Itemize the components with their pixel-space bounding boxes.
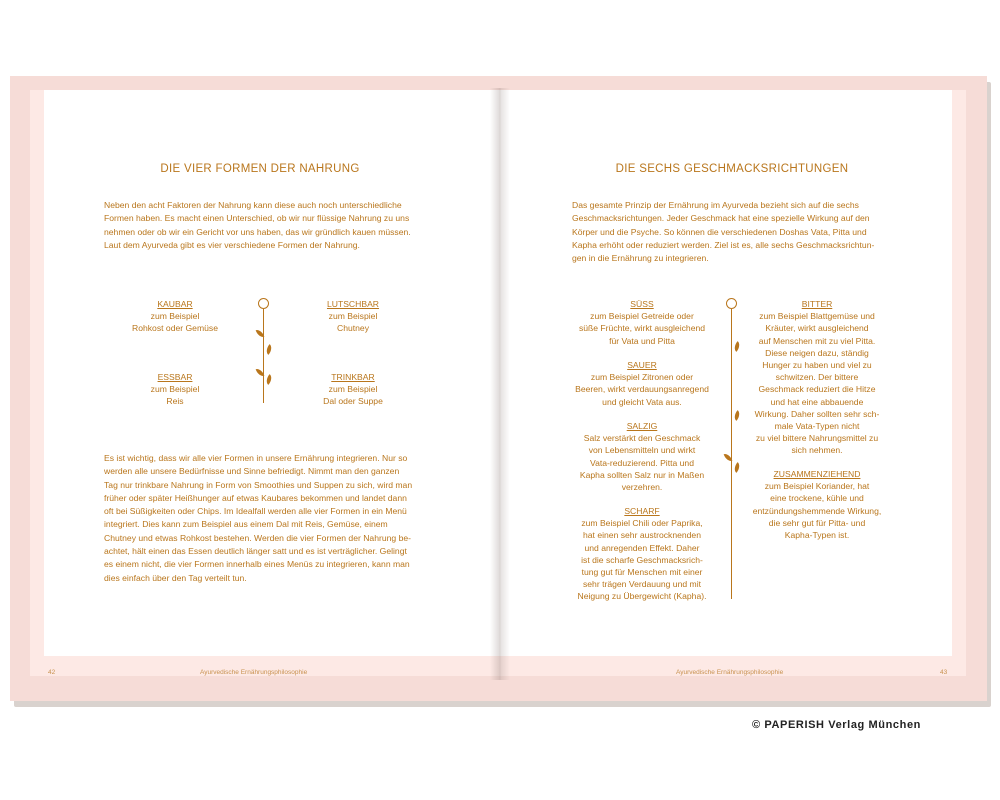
- taste-text: Kapha sollten Salz nur in Maßen: [579, 469, 705, 480]
- form-label: LUTSCHBAR: [326, 299, 380, 309]
- taste-text: Beeren, wirkt verdauungsanregend: [575, 384, 709, 395]
- taste-text: zum Beispiel Koriander, hat: [764, 481, 870, 492]
- left-heading: DIE VIER FORMEN DER NAHRUNG: [160, 163, 360, 175]
- taste-label: SÜSS: [630, 299, 654, 309]
- taste-text: zum Beispiel Getreide oder: [590, 311, 694, 322]
- text-line: Neben den acht Faktoren der Nahrung kann diese auch noch unterschiedliche: [104, 200, 402, 210]
- text-line: Chutney und etwas Rohkost bestehen. Werden die vier Formen der Nahrung be-: [104, 532, 411, 543]
- text-line: gen in die Ernährung zu integrieren.: [572, 253, 709, 264]
- taste-text: verzehren.: [621, 482, 663, 493]
- taste-text: hat einen sehr austrocknenden: [582, 530, 701, 541]
- taste-text: zum Beispiel Chili oder Paprika,: [581, 518, 703, 529]
- text-line: Kapha erhöht oder reduziert werden. Ziel ist es, alle sechs Geschmacksrichtun-: [572, 239, 875, 250]
- form-kaubar: [105, 298, 245, 335]
- taste-zusammenziehend: [738, 468, 896, 541]
- taste-text: ist die scharfe Geschmacksrich-: [581, 554, 703, 565]
- stem-circle-icon: [726, 298, 737, 309]
- text-line: es einem nicht, die vier Formen innerhalb eines Menüs zu integrieren, kann man: [104, 559, 410, 570]
- taste-bitter: [738, 298, 896, 457]
- taste-text: eine trockene, kühle und: [770, 493, 864, 504]
- taste-text: Diese neigen dazu, ständig: [765, 347, 869, 358]
- text-line: Körper und die Psyche. So können die verschiedenen Doshas Vata, Pitta und: [572, 226, 867, 237]
- taste-text: tung gut für Menschen mit einer: [581, 567, 703, 578]
- text-line: früher oder später Heißhunger auf etwas Kaubares bekommen und landet dann: [104, 492, 407, 503]
- book-gutter: [490, 88, 510, 680]
- form-text: zum Beispiel: [150, 384, 200, 395]
- taste-label: BITTER: [801, 299, 833, 309]
- taste-text: und gleicht Vata aus.: [602, 396, 682, 407]
- form-text: zum Beispiel: [328, 311, 378, 322]
- text-line: oft bei Süßigkeiten oder Chips. Im Idealfall werden alle vier Formen in ein Menü: [104, 506, 407, 517]
- taste-text: male Vata-Typen nicht: [774, 421, 860, 432]
- form-text: Chutney: [336, 323, 369, 334]
- taste-text: Kapha-Typen ist.: [784, 530, 850, 541]
- left-body: [104, 452, 416, 585]
- taste-text: von Lebensmitteln und wirkt: [588, 445, 696, 456]
- taste-text: und hat eine abbauende: [770, 396, 864, 407]
- left-intro: [104, 199, 416, 252]
- taste-label: SAUER: [627, 360, 657, 370]
- text-line: Formen haben. Es macht einen Unterschied, ob wir nur flüssige Nahrung zu uns: [104, 213, 410, 224]
- plant-stem-icon: [263, 309, 264, 403]
- taste-text: auf Menschen mit zu viel Pitta.: [758, 335, 876, 346]
- form-label: KAUBAR: [157, 299, 193, 309]
- taste-text: Vata-reduzierend. Pitta und: [590, 457, 694, 468]
- page-number-right: 43: [940, 669, 948, 676]
- taste-suess: [568, 298, 716, 347]
- taste-text: Neigung zu Übergewicht (Kapha).: [577, 591, 707, 602]
- right-heading: DIE SECHS GESCHMACKSRICHTUNGEN: [615, 163, 849, 175]
- taste-label: SCHARF: [624, 506, 660, 516]
- taste-text: süße Früchte, wirkt ausgleichend: [578, 323, 706, 334]
- text-line: Das gesamte Prinzip der Ernährung im Ayurveda bezieht sich auf die sechs: [572, 200, 859, 210]
- text-line: werden alle unsere Bedürfnisse und Sinne befriedigt. Nimmt man den ganzen: [104, 466, 400, 477]
- text-line: nehmen oder ob wir ein Gericht vor uns haben, das wir gründlich kauen müssen.: [104, 226, 411, 237]
- taste-text: sehr trägen Verdauung und mit: [582, 579, 701, 590]
- taste-text: die sehr gut für Pitta- und: [768, 517, 866, 528]
- taste-text: zum Beispiel Blattgemüse und: [759, 311, 875, 322]
- taste-label: ZUSAMMENZIEHEND: [773, 469, 861, 479]
- taste-text: für Vata und Pitta: [609, 335, 675, 346]
- running-title-right: Ayurvedische Ernährungsphilosophie: [676, 669, 784, 676]
- taste-text: zum Beispiel Zitronen oder: [590, 372, 694, 383]
- right-intro: [572, 199, 892, 265]
- form-trinkbar: [283, 371, 423, 408]
- taste-text: und anregenden Effekt. Daher: [584, 542, 700, 553]
- stem-circle-icon: [258, 298, 269, 309]
- form-essbar: [105, 371, 245, 408]
- form-text: zum Beispiel: [328, 384, 378, 395]
- taste-sauer: [568, 359, 716, 408]
- taste-text: Hunger zu haben und viel zu: [762, 360, 872, 371]
- taste-label: SALZIG: [626, 421, 658, 431]
- text-line: Es ist wichtig, dass wir alle vier Formen in unsere Ernährung integrieren. Nur so: [104, 453, 408, 463]
- page-number-left: 42: [48, 669, 56, 676]
- taste-text: entzündungshemmende Wirkung,: [752, 505, 882, 516]
- text-line: Laut dem Ayurveda gibt es vier verschiedene Formen der Nahrung.: [104, 239, 360, 250]
- taste-salzig: [568, 420, 716, 493]
- form-text: Rohkost oder Gemüse: [132, 323, 218, 334]
- text-line: Geschmacksrichtungen. Jeder Geschmack hat eine spezielle Wirkung auf den: [572, 213, 870, 224]
- form-lutschbar: [283, 298, 423, 335]
- taste-text: Wirkung. Daher sollten sehr sch-: [754, 408, 880, 419]
- taste-scharf: [568, 505, 716, 603]
- form-text: zum Beispiel: [150, 311, 200, 322]
- text-line: Tag nur trinkbare Nahrung in Form von Smoothies und Suppen zu sich, wird man: [104, 479, 413, 490]
- taste-text: Kräuter, wirkt ausgleichend: [765, 323, 869, 334]
- taste-text: Salz verstärkt den Geschmack: [583, 433, 701, 444]
- running-title-left: Ayurvedische Ernährungsphilosophie: [200, 669, 308, 676]
- form-text: Dal oder Suppe: [323, 396, 383, 407]
- taste-text: Geschmack reduziert die Hitze: [758, 384, 876, 395]
- text-line: integriert. Dies kann zum Beispiel aus einem Dal mit Reis, Gemüse, einem: [104, 519, 388, 530]
- form-text: Reis: [166, 396, 184, 407]
- form-label: TRINKBAR: [331, 372, 375, 382]
- copyright-notice: © PAPERISH Verlag München: [752, 719, 921, 731]
- form-label: ESSBAR: [157, 372, 193, 382]
- text-line: dies einfach über den Tag verteilt tun.: [104, 572, 247, 583]
- taste-text: zu viel bittere Nahrungsmittel zu: [755, 433, 879, 444]
- taste-text: sich nehmen.: [791, 445, 843, 456]
- taste-text: schwitzen. Der bittere: [775, 372, 859, 383]
- text-line: achtet, hält einen das Essen deutlich länger satt und es ist verträglicher. Gelingt: [104, 546, 407, 557]
- left-page: [30, 90, 500, 676]
- plant-stem-icon: [731, 309, 732, 599]
